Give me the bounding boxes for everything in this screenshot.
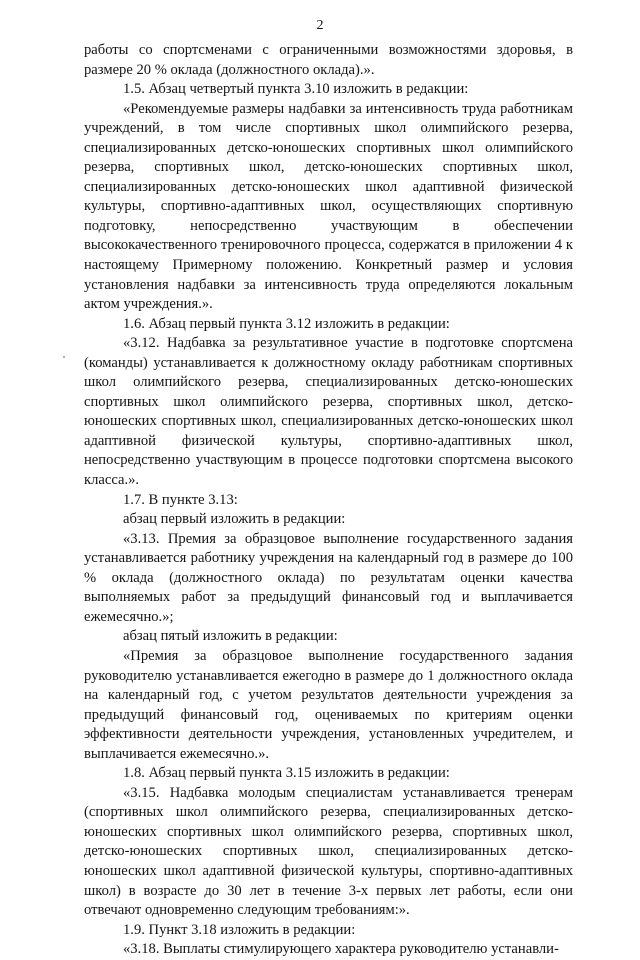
paragraph-first-abzac: абзац первый изложить в редакции: [123, 511, 346, 528]
paragraph-item-1-8: 1.8. Абзац первый пункта 3.15 изложить в редакции: [123, 765, 450, 782]
paragraph-item-1-5: 1.5. Абзац четвертый пункта 3.10 изложить в редакции: [123, 81, 469, 98]
paragraph-quote-3-12: «3.12. Надбавка за результативное участие в подготовке спортсмена (команды) устанавливается к должностному окладу работникам спортивных школ олимпийского резерва, специализированных детско-юношеских спортивных школ олимпийского резерва, спортивных школ, детско-юношеских спортивных школ, специализированных детско-юношеских школ адаптивной физической культуры, спортивно-адаптивных школ, непосредственно участвующим в процессе подготовки спортсмена высокого класса.». [84, 335, 573, 489]
paragraph-quote-3-13: «3.13. Премия за образцовое выполнение государственного задания устанавливается работнику учреждения на календарный год в размере до 100 % оклада (должностного оклада) по результатам оценки качества выполняемых работ за предыдущий финансовый год и выплачивается ежемесячно.»; [84, 530, 573, 625]
paragraph-item-1-7: 1.7. В пункте 3.13: [123, 491, 238, 508]
document-body [84, 41, 573, 960]
paragraph-continuation: работы со спортсменами с ограниченными возможностями здоровья, в размере 20 % оклада (должностного оклада).». [84, 42, 573, 78]
scan-speck [63, 356, 65, 358]
paragraph-quote-3-10: «Рекомендуемые размеры надбавки за интенсивность труда работникам учреждений, в том числе спортивных школ олимпийского резерва, специализированных детско-юношеских спортивных школ олимпийского резерва, спортивных школ, детско-юношеских спортивных школ, специализированных детско-юношеских школ адаптивной физической культуры, спортивно-адаптивных школ, осуществляющих спортивную подготовку, непосредственно участвующим в обеспечении высококачественного тренировочного процесса, содержатся в приложении 4 к настоящему Примерному положению. Конкретный размер и условия установления надбавки за интенсивность труда определяются локальным актом учреждения.». [84, 100, 573, 313]
paragraph-quote-3-15: «3.15. Надбавка молодым специалистам устанавливается тренерам (спортивных школ олимпийского резерва, специализированных детско-юношеских спортивных школ олимпийского резерва, спортивных школ, детско-юношеских спортивных школ, специализированных детско-юношеских школ адаптивной физической культуры, спортивно-адаптивных школ) в возрасте до 30 лет в течение 3-х первых лет работы, если они отвечают одновременно следующим требованиям:». [84, 784, 573, 919]
paragraph-quote-premium: «Премия за образцовое выполнение государственного задания руководителю устанавливается ежегодно в размере до 1 должностного оклада на календарный год, с учетом результатов деятельности учреждения за предыдущий финансовый год, оцениваемых по критериям оценки эффективности деятельности учреждения, установленных учредителем, и выплачивается ежемесячно.». [84, 647, 573, 762]
paragraph-quote-3-18: «3.18. Выплаты стимулирующего характера руководителю устанавли- [123, 941, 559, 958]
page-number: 2 [316, 18, 324, 33]
paragraph-fifth-abzac: абзац пятый изложить в редакции: [123, 628, 338, 645]
paragraph-item-1-6: 1.6. Абзац первый пункта 3.12 изложить в редакции: [123, 315, 450, 332]
paragraph-item-1-9: 1.9. Пункт 3.18 изложить в редакции: [123, 921, 356, 938]
